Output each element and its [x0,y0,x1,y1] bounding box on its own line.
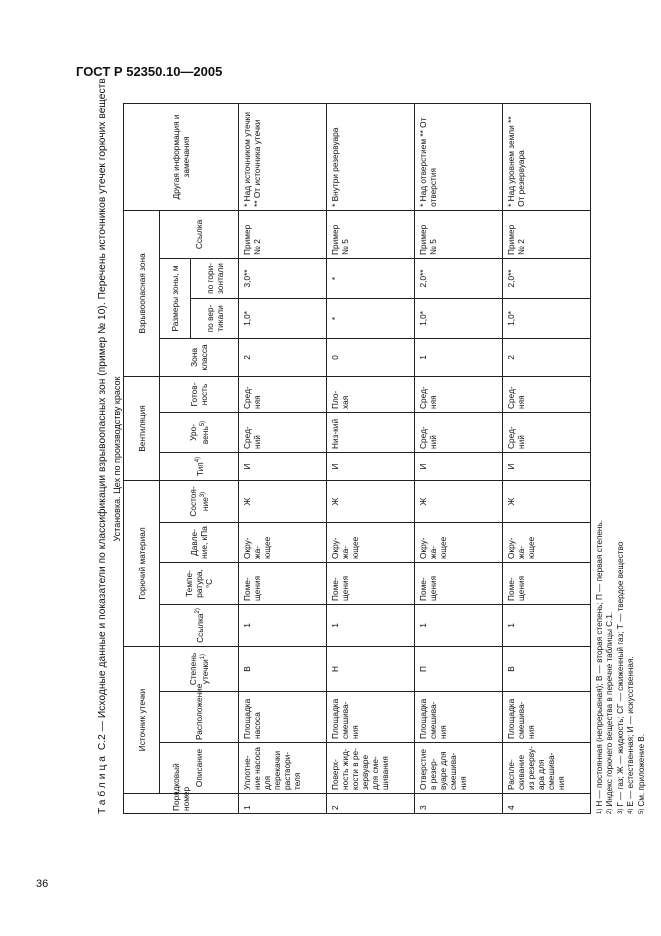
cell-other: * Над отверстием ** От отверстия [415,103,503,210]
footnote-mark: 2) [607,808,614,814]
footnote-mark: 5) [638,808,645,814]
rotated-table-sheet [96,78,646,814]
cell-ref: 1 [239,604,327,646]
cell-ref: 1 [415,604,503,646]
cell-location: Площадка смешива-ния [503,692,591,743]
standard-number: ГОСТ Р 52350.10—2005 [76,64,223,79]
cell-horizontal: 2,0** [503,258,591,298]
cell-vtype: И [503,452,591,480]
cell-num: 2 [327,794,415,814]
header-temperature: Темпе-ратура, °С [160,562,239,604]
cell-level: Сред-ний [415,412,503,452]
cell-availability: Сред-няя [415,376,503,412]
footnote [637,104,647,814]
cell-num: 3 [415,794,503,814]
footnote-text: Г — газ; Ж — жидкость; СГ — сжиженный газ; Т — твердое вещество [615,541,625,807]
footnote [616,104,626,814]
cell-state: Ж [415,480,503,522]
table-row [503,103,591,813]
cell-vertical: 1,0* [503,298,591,338]
header-ref: Ссылка$^{2)}$ [160,604,239,646]
cell-location: Площадка смешива-ния [327,692,415,743]
header-state: Состоя-ние$^{3)}$ [160,480,239,522]
cell-vtype: И [415,452,503,480]
zone-classification-table [123,103,591,814]
cell-description: Отверстие в резер-вуаре для смешива-ния [415,743,503,794]
cell-temperature: Поме-щения [327,562,415,604]
cell-description: Распле-скивание из резерву-ара для смешива-ния [503,743,591,794]
header-description: Описание [160,743,239,794]
cell-availability: Сред-няя [239,376,327,412]
table-caption-label: Таблица [97,753,108,814]
header-horizontal: по гори-зонтали [191,258,239,298]
header-zone-class: Зона класса [160,338,239,376]
cell-description: Поверх-ность жид-кости в ре-зервуаре для сме-шивания [327,743,415,794]
cell-ref: 1 [503,604,591,646]
page-number: 36 [36,878,49,890]
cell-availability: Сред-няя [503,376,591,412]
cell-vertical: 1,0* [239,298,327,338]
cell-horizontal: 2,0** [415,258,503,298]
cell-pressure: Окру-жа-ющее [327,522,415,562]
header-vtype: Тип$^{4)}$ [160,452,239,480]
cell-vertical: * [327,298,415,338]
cell-level: Низ-кий [327,412,415,452]
installation-title: Установка. Цех по производству красок [112,376,122,542]
cell-zone-ref: Пример № 5 [327,210,415,258]
cell-state: Ж [239,480,327,522]
header-ventilation: Вентиляция [124,376,160,480]
table-row [239,103,327,813]
cell-pressure: Окру-жа-ющее [415,522,503,562]
header-vertical: по вер-тикали [191,298,239,338]
cell-other: * Над источником утечки ** От источника утечки [239,103,327,210]
header-material: Горючий материал [124,480,160,646]
cell-zone-ref: Пример № 5 [415,210,503,258]
cell-availability: Пло-хая [327,376,415,412]
footnote [595,104,605,814]
header-seq: Порядковый номер [124,794,239,814]
cell-degree: П [415,646,503,691]
cell-location: Площадка смешива-ния [415,692,503,743]
cell-state: Ж [503,480,591,522]
cell-temperature: Поме-щения [415,562,503,604]
cell-degree: В [239,646,327,691]
cell-zone-ref: Пример № 2 [239,210,327,258]
footnote-text: Индекс горючего вещества в перечне таблицы С.1. [605,611,615,807]
footnote-mark: 4) [628,808,635,814]
footnote-mark: 3) [617,808,624,814]
cell-zone-ref: Пример № 2 [503,210,591,258]
cell-other: * Над уровнем земли ** От резервуара [503,103,591,210]
cell-pressure: Окру-жа-ющее [503,522,591,562]
footnote-text: Е — естественная; И — искусственная. [626,656,636,807]
cell-horizontal: 3,0** [239,258,327,298]
header-degree: Степень утечки$^{1)}$ [160,646,239,691]
cell-zone-class: 2 [239,338,327,376]
cell-degree: В [503,646,591,691]
cell-temperature: Поме-щения [503,562,591,604]
header-other: Другая информация и замечания [124,103,239,210]
cell-level: Сред-ний [239,412,327,452]
cell-zone-class: 2 [503,338,591,376]
header-pressure: Давле-ние, кПа [160,522,239,562]
footnote-mark: 1) [597,808,603,814]
cell-vtype: И [239,452,327,480]
header-zone: Взрывоопасная зона [124,210,160,376]
header-location: Расположение [160,692,239,743]
header-zone-ref: Ссылка [160,210,239,258]
cell-vertical: 1,0* [415,298,503,338]
cell-horizontal: * [327,258,415,298]
table-caption-text: С.2 — Исходные данные и показатели по классификации взрывоопасных зон (пример № 10). Перечень источников утечек горючих веществ [97,78,108,751]
footnote-text: Н — постоянная (непрерывная); В — вторая степень; П — первая степень. [595,520,604,807]
cell-other: * Внутри резервуара [327,103,415,210]
cell-pressure: Окру-жа-ющее [239,522,327,562]
cell-level: Сред-ний [503,412,591,452]
footnote-text: См. приложение В. [636,733,646,807]
footnote [626,104,636,814]
footnote [605,104,615,814]
cell-temperature: Поме-щения [239,562,327,604]
header-source: Источник утечки [124,646,160,793]
header-sizes: Размеры зоны, м [160,258,191,338]
cell-zone-class: 1 [415,338,503,376]
cell-location: Площадка насоса [239,692,327,743]
footnotes [595,104,647,814]
cell-num: 1 [239,794,327,814]
table-row [327,103,415,813]
cell-zone-class: 0 [327,338,415,376]
cell-degree: Н [327,646,415,691]
cell-vtype: И [327,452,415,480]
table-row [415,103,503,813]
cell-num: 4 [503,794,591,814]
header-level: Уро-вень$^{5)}$ [160,412,239,452]
table-caption [96,78,111,814]
cell-description: Уплотне-ние насоса для перекачки раствори-теля [239,743,327,794]
header-availability: Готов-ность [160,376,239,412]
cell-state: Ж [327,480,415,522]
cell-ref: 1 [327,604,415,646]
